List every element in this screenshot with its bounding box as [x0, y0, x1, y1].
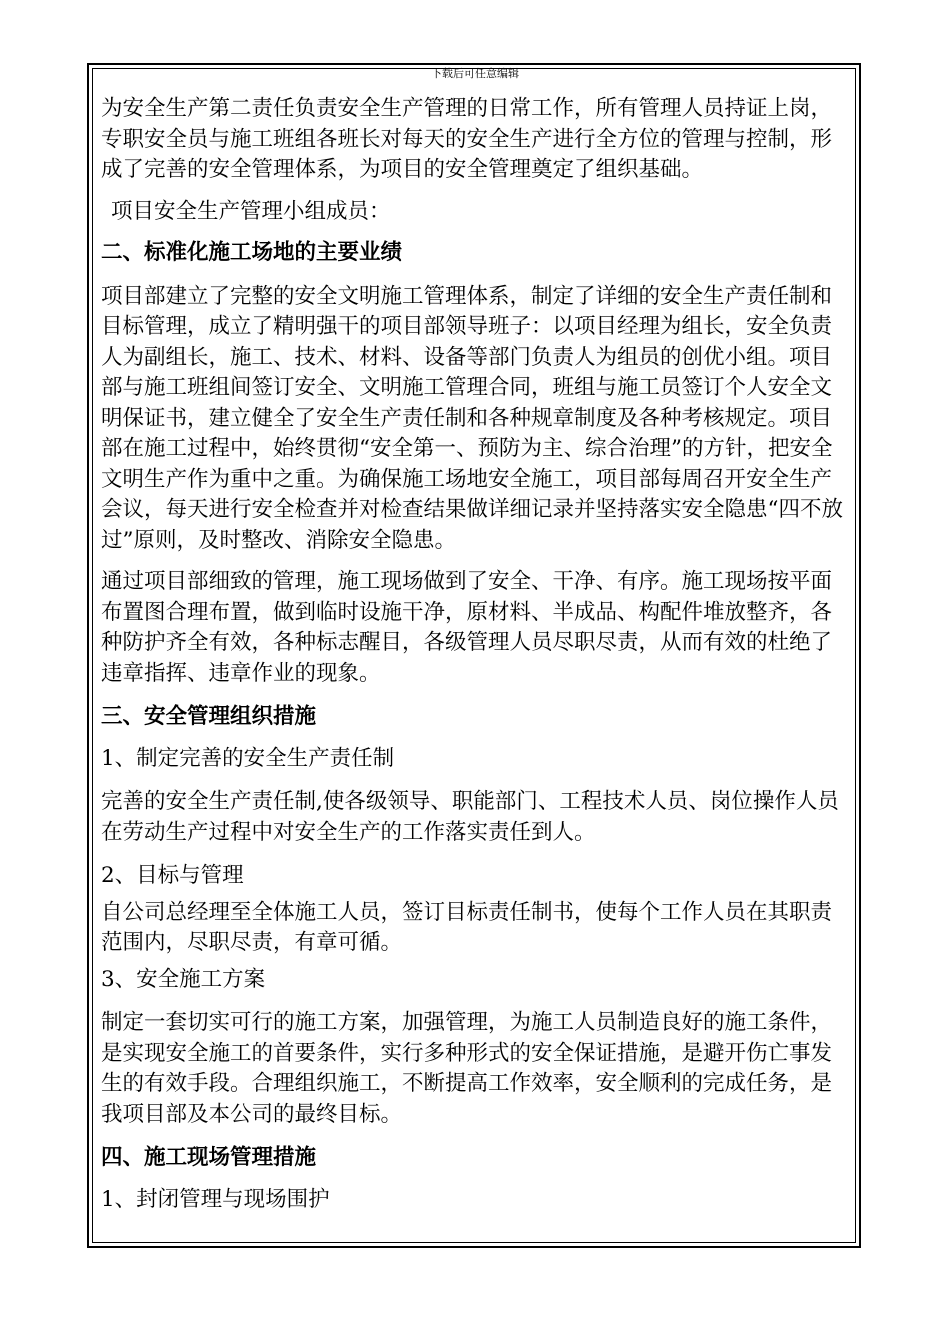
paragraph-team-members: 项目安全生产管理小组成员：	[111, 198, 391, 224]
section-heading-4: 四、施工现场管理措施	[101, 1145, 317, 1170]
subheading-responsibility-system: 1、制定完善的安全生产责任制	[101, 745, 395, 771]
document-body	[101, 94, 853, 1215]
paragraph-site-order: 通过项目部细致的管理，施工现场做到了安全、干净、有序。施工现场按平面布置图合理布置，做到临时设施干净，原材料、半成品、构配件堆放整齐，各种防护齐全有效，各种标志醒目，各级管理人员尽职尽责，从而有效的杜绝了违章指挥、违章作业的现象。	[101, 569, 833, 686]
paragraph-goals: 自公司总经理至全体施工人员，签订目标责任制书，使每个工作人员在其职责范围内，尽职尽责，有章可循。	[101, 899, 833, 955]
paragraph-responsibility: 为安全生产第二责任负责安全生产管理的日常工作，所有管理人员持证上岗，专职安全员与施工班组各班长对每天的安全生产进行全方位的管理与控制，形成了完善的安全管理体系，为项目的安全管理奠定了组织基础。	[101, 96, 833, 182]
paragraph-safety-plan: 制定一套切实可行的施工方案，加强管理，为施工人员制造良好的施工条件，是实现安全施工的首要条件，实行多种形式的安全保证措施，是避开伤亡事发生的有效手段。合理组织施工，不断提高工作效率，安全顺利的完成任务，是我项目部及本公司的最终目标。	[101, 1010, 833, 1127]
subheading-safety-plan: 3、安全施工方案	[101, 966, 266, 992]
paragraph-responsibility-system: 完善的安全生产责任制,使各级领导、职能部门、工程技术人员、岗位操作人员在劳动生产过程中对安全生产的工作落实责任到人。	[101, 789, 839, 845]
subheading-goals: 2、目标与管理	[101, 863, 244, 888]
subheading-enclosure: 1、封闭管理与现场围护	[101, 1186, 330, 1212]
header-note: 下载后可任意编辑	[431, 67, 519, 80]
section-heading-3: 三、安全管理组织措施	[101, 704, 317, 729]
paragraph-achievements: 项目部建立了完整的安全文明施工管理体系，制定了详细的安全生产责任制和目标管理，成立了精明强干的项目部领导班子：以项目经理为组长，安全负责人为副组长，施工、技术、材料、设备等部门负责人为组员的创优小组。项目部与施工班组间签订安全、文明施工管理合同，班组与施工员签订个人安全文明保证书，建立健全了安全生产责任制和各种规章制度及各种考核规定。项目部在施工过程中，始终贯彻“安全第一、预防为主、综合治理”的方针，把安全文明生产作为重中之重。为确保施工场地安全施工，项目部每周召开安全生产会议，每天进行安全检查并对检查结果做详细记录并坚持落实安全隐患“四不放过”原则，及时整改、消除安全隐患。	[101, 283, 843, 553]
section-heading-2: 二、标准化施工场地的主要业绩	[101, 240, 403, 265]
